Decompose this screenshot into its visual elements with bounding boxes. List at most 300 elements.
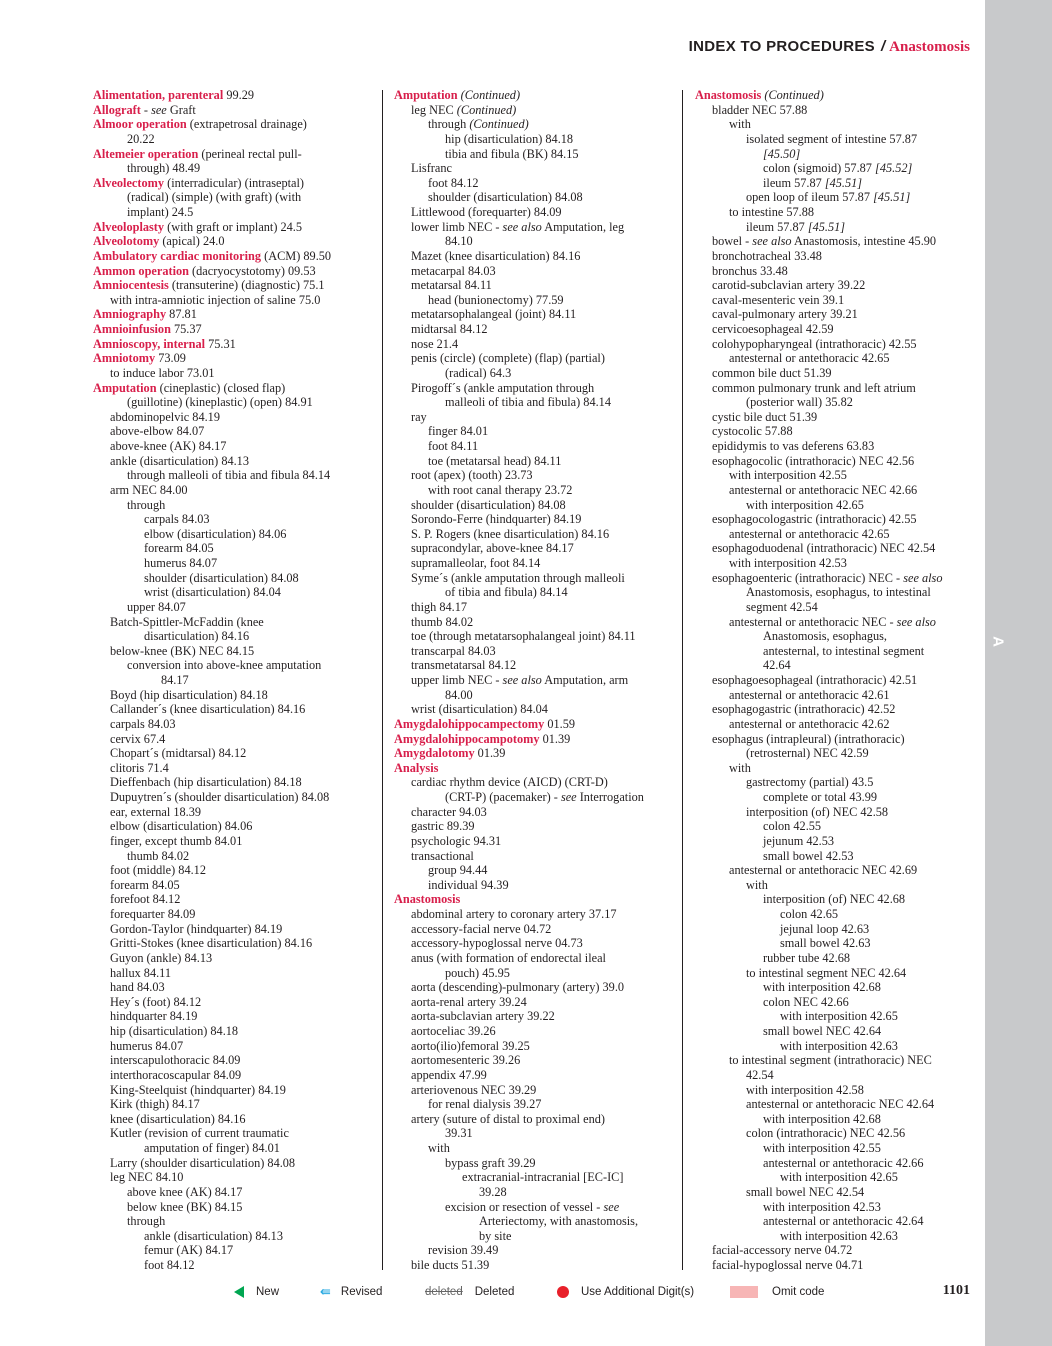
entry-text: 01.39 [539,731,571,746]
entry-text: small bowel 42.63 [780,936,871,951]
index-entry [695,205,977,220]
index-entry [394,995,676,1010]
entry-text: with interposition 42.63 [780,1038,898,1053]
index-entry [394,1024,676,1039]
entry-text: (cineplastic) (closed flap) [156,380,286,395]
index-entry [695,571,977,586]
column-divider-1 [382,90,383,1270]
entry-text: with [729,760,751,775]
entry-text: esophagogastric (intrathoracic) 42.52 [712,702,896,717]
entry-text: ray [411,409,427,424]
entry-text: (posterior wall) 35.82 [746,395,853,410]
entry-text: toe (metatarsal head) 84.11 [428,453,562,468]
entry-text: (retrosternal) NEC 42.59 [746,746,869,761]
index-entry [93,1141,375,1156]
index-entry [93,951,375,966]
header-title: INDEX TO PROCEDURES [688,38,875,55]
entry-text: carotid-subclavian artery 39.22 [712,278,866,293]
entry-text: 84.10 [445,234,473,249]
term-label: Amygdalohippocampotomy [394,731,540,746]
entry-text: metatarsal 84.11 [411,278,492,293]
index-entry [695,907,977,922]
index-entry [93,834,375,849]
index-entry [394,161,676,176]
entry-text: esophagocologastric (intrathoracic) 42.55 [712,512,917,527]
entry-text: aorta-subclavian artery 39.22 [411,1009,555,1024]
entry-text: aorta-renal artery 39.24 [411,994,527,1009]
entry-text: Larry (shoulder disarticulation) 84.08 [110,1155,296,1170]
entry-text: psychologic 94.31 [411,833,502,848]
entry-text: conversion into above-knee amputation [127,658,322,673]
index-entry [93,1258,375,1273]
index-entry [394,1185,676,1200]
index-entry [695,936,977,951]
entry-text: bronchus 33.48 [712,263,788,278]
entry-text: open loop of ileum 57.87 [746,190,874,205]
entry-text: transcarpal 84.03 [411,643,496,658]
entry-text: aortomesenteric 39.26 [411,1053,521,1068]
index-entry [93,1112,375,1127]
term-label: Ambulatory cardiac monitoring [93,248,262,263]
entry-text: elbow (disarticulation) 84.06 [144,526,287,541]
entry-text: humerus 84.07 [110,1038,184,1053]
index-entry [695,673,977,688]
entry-text: transactional [411,848,474,863]
entry-text: abdominal artery to coronary artery 37.17 [411,907,617,921]
index-main-term [394,88,676,103]
entry-text: head (bunionectomy) 77.59 [428,292,564,307]
entry-text: forequarter 84.09 [110,907,196,921]
index-entry [394,629,676,644]
index-entry [695,600,977,615]
index-entry [93,483,375,498]
entry-text: cardiac rhythm device (AICD) (CRT-D) [411,775,608,790]
index-entry [394,307,676,322]
index-entry [93,1009,375,1024]
index-entry [695,103,977,118]
legend-omit-label: Omit code [772,1286,825,1298]
index-entry [695,1039,977,1054]
legend [0,1284,985,1300]
entry-text: interthoracoscapular 84.09 [110,1067,242,1082]
entry-text: Pirogoff´s (ankle amputation through [411,380,595,395]
additional-digit-dot-icon [557,1286,569,1298]
index-entry [93,498,375,513]
index-entry [695,234,977,249]
index-entry [394,775,676,790]
entry-text: finger, except thumb 84.01 [110,833,243,848]
entry-italic: [45.50] [763,146,801,161]
entry-text: extracranial-intracranial [EC-IC] [462,1170,624,1185]
index-entry [394,220,676,235]
index-entry [695,966,977,981]
entry-text: - [140,102,152,117]
entry-text: below knee (BK) 84.15 [127,1199,243,1214]
index-entry [394,454,676,469]
term-label: Alveolectomy [93,175,165,190]
entry-text: excision or resection of vessel - [445,1199,604,1214]
entry-text: disarticulation) 84.16 [144,629,250,644]
entry-text: esophagoduodenal (intrathoracic) NEC 42.54 [712,541,936,556]
entry-italic: see also [752,234,792,249]
entry-text: anus (with formation of endorectal ileal [411,950,606,965]
index-main-term [93,264,375,279]
index-entry [93,1083,375,1098]
entry-text: arteriovenous NEC 39.29 [411,1082,537,1097]
entry-text: with [729,117,751,132]
index-entry [93,995,375,1010]
index-main-term [93,249,375,264]
omit-code-swatch [730,1286,758,1298]
index-entry [93,454,375,469]
index-entry [394,264,676,279]
index-entry [394,527,676,542]
index-entry [93,571,375,586]
entry-text: hallux 84.11 [110,965,172,980]
index-entry [394,849,676,864]
entry-text: thumb 84.02 [127,848,190,863]
index-entry [695,176,977,191]
entry-text: by site [479,1228,512,1243]
entry-text: elbow (disarticulation) 84.06 [110,819,253,834]
entry-text: with interposition 42.53 [763,1199,881,1214]
entry-text: hip (disarticulation) 84.18 [110,1024,239,1038]
index-entry [394,176,676,191]
entry-text: bile ducts 51.39 [411,1258,490,1272]
legend-new [234,1284,279,1300]
header-separator: / [880,38,886,55]
index-entry [695,1097,977,1112]
entry-text: wrist (disarticulation) 84.04 [411,702,548,717]
index-entry [695,541,977,556]
index-entry [695,1083,977,1098]
index-entry [695,1141,977,1156]
index-entry [695,439,977,454]
entry-text: Kirk (thigh) 84.17 [110,1097,200,1112]
entry-text: (radical) (simple) (with graft) (with [127,190,302,205]
entry-text: Dieffenbach (hip disarticulation) 84.18 [110,775,302,790]
entry-text: toe (through metatarsophalangeal joint) 84.11 [411,629,636,644]
index-entry [695,337,977,352]
entry-text: Gritti-Stokes (knee disarticulation) 84.16 [110,936,313,951]
index-entry [695,307,977,322]
entry-text: antesternal or antethoracic NEC - [729,614,897,629]
term-label: Anastomosis [394,892,461,907]
index-entry [93,205,375,220]
entry-text: (perineal rectal pull- [198,146,302,161]
index-entry [394,498,676,513]
entry-text: amputation of finger) 84.01 [144,1141,280,1155]
index-entry [394,951,676,966]
index-entry [695,1053,977,1068]
index-entry [93,1185,375,1200]
index-main-term [394,761,676,776]
index-entry [394,805,676,820]
entry-text: with interposition 42.65 [746,497,864,512]
entry-text: with interposition 42.58 [746,1082,864,1097]
index-entry [394,424,676,439]
term-label: Amnioinfusion [93,322,171,336]
index-entry [695,1112,977,1127]
index-entry [394,337,676,352]
entry-text: bronchotracheal 33.48 [712,248,822,263]
index-entry [93,468,375,483]
index-entry [394,1156,676,1171]
entry-text-after: Graft [166,102,196,117]
index-entry [695,410,977,425]
index-entry [93,190,375,205]
entry-text: upper limb NEC - [411,673,503,687]
entry-text: accessory-facial nerve 04.72 [411,921,552,936]
index-entry [394,410,676,425]
entry-text: with intra-amniotic injection of saline 75.0 [110,292,321,307]
entry-text: 42.64 [763,658,791,673]
index-entry [695,732,977,747]
index-entry [394,147,676,162]
index-entry [93,907,375,922]
index-entry [695,980,977,995]
index-entry [695,512,977,527]
entry-text: ileum 57.87 [763,175,825,190]
index-entry [695,863,977,878]
entry-text: interscapulothoracic 84.09 [110,1053,241,1068]
index-entry [394,117,676,132]
legend-additional-digit [557,1284,694,1300]
index-entry [695,658,977,673]
index-entry [93,702,375,717]
entry-text: colon (sigmoid) 57.87 [763,161,876,176]
index-entry [394,673,676,688]
index-main-term [93,176,375,191]
index-entry [93,717,375,732]
index-entry [695,995,977,1010]
entry-text: Guyon (ankle) 84.13 [110,950,213,965]
entry-text: carpals 84.03 [144,512,210,527]
index-entry [93,980,375,995]
index-main-term [93,117,375,132]
legend-deleted [425,1284,514,1300]
index-entry [394,103,676,118]
entry-text: Syme´s (ankle amputation through malleoli [411,570,625,585]
entry-text: through) 48.49 [127,161,201,176]
index-entry [93,439,375,454]
index-entry [93,410,375,425]
index-entry [93,966,375,981]
index-entry [93,1156,375,1171]
index-entry [394,366,676,381]
entry-text: caval-mesenteric vein 39.1 [712,292,845,307]
entry-text: esophagoenteric (intrathoracic) NEC - [712,570,904,585]
index-entry [93,585,375,600]
entry-text: hand 84.03 [110,980,165,995]
entry-text: gastrectomy (partial) 43.5 [746,775,874,790]
entry-text: antesternal or antethoracic NEC 42.69 [729,863,918,878]
index-entry [93,293,375,308]
index-entry [695,249,977,264]
entry-text: foot 84.12 [144,1258,195,1272]
entry-text: complete or total 43.99 [763,790,878,804]
entry-text: with interposition 42.65 [780,1170,898,1185]
index-entry [394,819,676,834]
index-entry [93,541,375,556]
index-entry [695,351,977,366]
entry-text: wrist (disarticulation) 84.04 [144,585,281,600]
entry-text: jejunal loop 42.63 [780,921,870,936]
index-entry [695,264,977,279]
index-entry [394,1009,676,1024]
index-entry [93,527,375,542]
index-entry [93,615,375,630]
entry-text: small bowel NEC 42.64 [763,1024,882,1038]
index-entry [93,746,375,761]
entry-text: (apical) 24.0 [159,234,225,249]
entry-text: ankle (disarticulation) 84.13 [144,1228,283,1243]
index-entry [394,1258,676,1273]
index-entry [394,658,676,673]
entry-text: leg NEC [411,102,457,117]
entry-text: shoulder (disarticulation) 84.08 [411,497,566,512]
entry-italic: see also [896,614,936,629]
entry-text: ankle (disarticulation) 84.13 [110,453,249,468]
page-header [689,38,970,56]
index-main-term [93,220,375,235]
entry-text: humerus 84.07 [144,556,218,570]
entry-text: below-knee (BK) NEC 84.15 [110,643,255,658]
index-entry [695,1009,977,1024]
entry-text: antesternal or antethoracic 42.65 [729,526,890,541]
entry-text: 73.09 [155,351,186,366]
entry-text: Chopart´s (midtarsal) 84.12 [110,746,247,761]
legend-revised-label: Revised [340,1286,383,1299]
index-entry [93,761,375,776]
entry-text: clitoris 71.4 [110,760,169,775]
entry-text: small bowel NEC 42.54 [746,1184,865,1199]
index-main-term [93,234,375,249]
index-entry [394,922,676,937]
entry-text: metacarpal 84.03 [411,263,496,278]
index-entry [394,863,676,878]
index-entry [695,1200,977,1215]
index-entry [695,775,977,790]
index-entry [394,615,676,630]
entry-text: supramalleolar, foot 84.14 [411,556,541,570]
entry-text: individual 94.39 [428,877,509,892]
entry-text: Gordon-Taylor (hindquarter) 84.19 [110,921,283,936]
entry-text: Kutler (revision of current traumatic [110,1126,289,1141]
term-label: Analysis [394,760,439,775]
entry-text: penis (circle) (complete) (flap) (partial) [411,351,605,366]
index-entry [93,1053,375,1068]
entry-text: facial-accessory nerve 04.72 [712,1243,853,1258]
entry-text: finger 84.01 [428,424,489,439]
entry-text: carpals 84.03 [110,716,176,731]
entry-text: common pulmonary trunk and left atrium [712,380,916,395]
entry-text: Sorondo-Ferre (hindquarter) 84.19 [411,512,582,527]
term-label: Amputation [93,380,157,395]
index-entry [394,381,676,396]
entry-text: forearm 84.05 [110,877,180,892]
index-entry [93,892,375,907]
entry-text: colon (intrathoracic) NEC 42.56 [746,1126,906,1141]
index-entry [695,220,977,235]
column-divider-2 [682,90,683,1270]
new-triangle-icon [234,1286,244,1298]
entry-text: epididymis to vas deferens 63.83 [712,439,875,453]
index-entry [695,278,977,293]
entry-text: (extrapetrosal drainage) [186,117,307,132]
index-entry [394,966,676,981]
entry-text: leg NEC 84.10 [110,1170,184,1185]
index-entry [695,147,977,162]
entry-text: pouch) 45.95 [445,965,510,980]
entry-text: femur (AK) 84.17 [144,1243,234,1258]
index-entry [93,1200,375,1215]
entry-text: cervicoesophageal 42.59 [712,322,834,336]
index-entry [695,629,977,644]
entry-text: through [127,497,166,512]
entry-text: 84.00 [445,687,473,702]
index-entry [394,980,676,995]
index-entry [695,834,977,849]
entry-text: with interposition 42.55 [729,468,847,483]
entry-text: 39.31 [445,1126,473,1141]
index-entry [93,161,375,176]
entry-text: 75.37 [170,322,202,336]
index-entry [695,1258,977,1273]
entry-text: isolated segment of intestine 57.87 [746,131,918,146]
index-entry [93,878,375,893]
index-entry [93,1097,375,1112]
entry-text: (ACM) 89.50 [261,248,332,263]
entry-text: midtarsal 84.12 [411,322,488,336]
entry-text: colon 42.65 [780,907,839,921]
term-label: Alimentation, parenteral [93,88,224,102]
index-entry [93,658,375,673]
entry-text: facial-hypoglossal nerve 04.71 [712,1258,864,1272]
index-entry [93,790,375,805]
entry-italic: see also [502,673,542,687]
index-entry [394,688,676,703]
index-entry [93,936,375,951]
index-entry [394,278,676,293]
index-entry [93,849,375,864]
index-entry [394,1083,676,1098]
index-entry [93,395,375,410]
entry-text: caval-pulmonary artery 39.21 [712,307,858,322]
entry-text: bypass graft 39.29 [445,1155,536,1170]
entry-text: upper 84.07 [127,599,186,614]
entry-text: esophagus (intrapleural) (intrathoracic) [712,731,905,746]
entry-text: above-elbow 84.07 [110,424,205,439]
index-entry [93,512,375,527]
entry-text: Mazet (knee disarticulation) 84.16 [411,248,581,263]
term-label: Ammon operation [93,263,189,278]
entry-text: aortoceliac 39.26 [411,1024,496,1038]
index-entry [394,702,676,717]
entry-text: through [127,1214,166,1229]
index-entry [695,1170,977,1185]
entry-italic: (Continued) [460,88,521,102]
entry-text: (guillotine) (kineplastic) (open) 84.91 [127,395,313,410]
index-entry [695,1024,977,1039]
index-column-3 [695,88,977,1273]
index-entry [93,775,375,790]
entry-text: to induce labor 73.01 [110,365,215,380]
entry-text: accessory-hypoglossal nerve 04.73 [411,936,583,951]
entry-text: transmetatarsal 84.12 [411,658,517,673]
index-entry [93,922,375,937]
entry-text: malleoli of tibia and fibula) 84.14 [445,395,611,410]
